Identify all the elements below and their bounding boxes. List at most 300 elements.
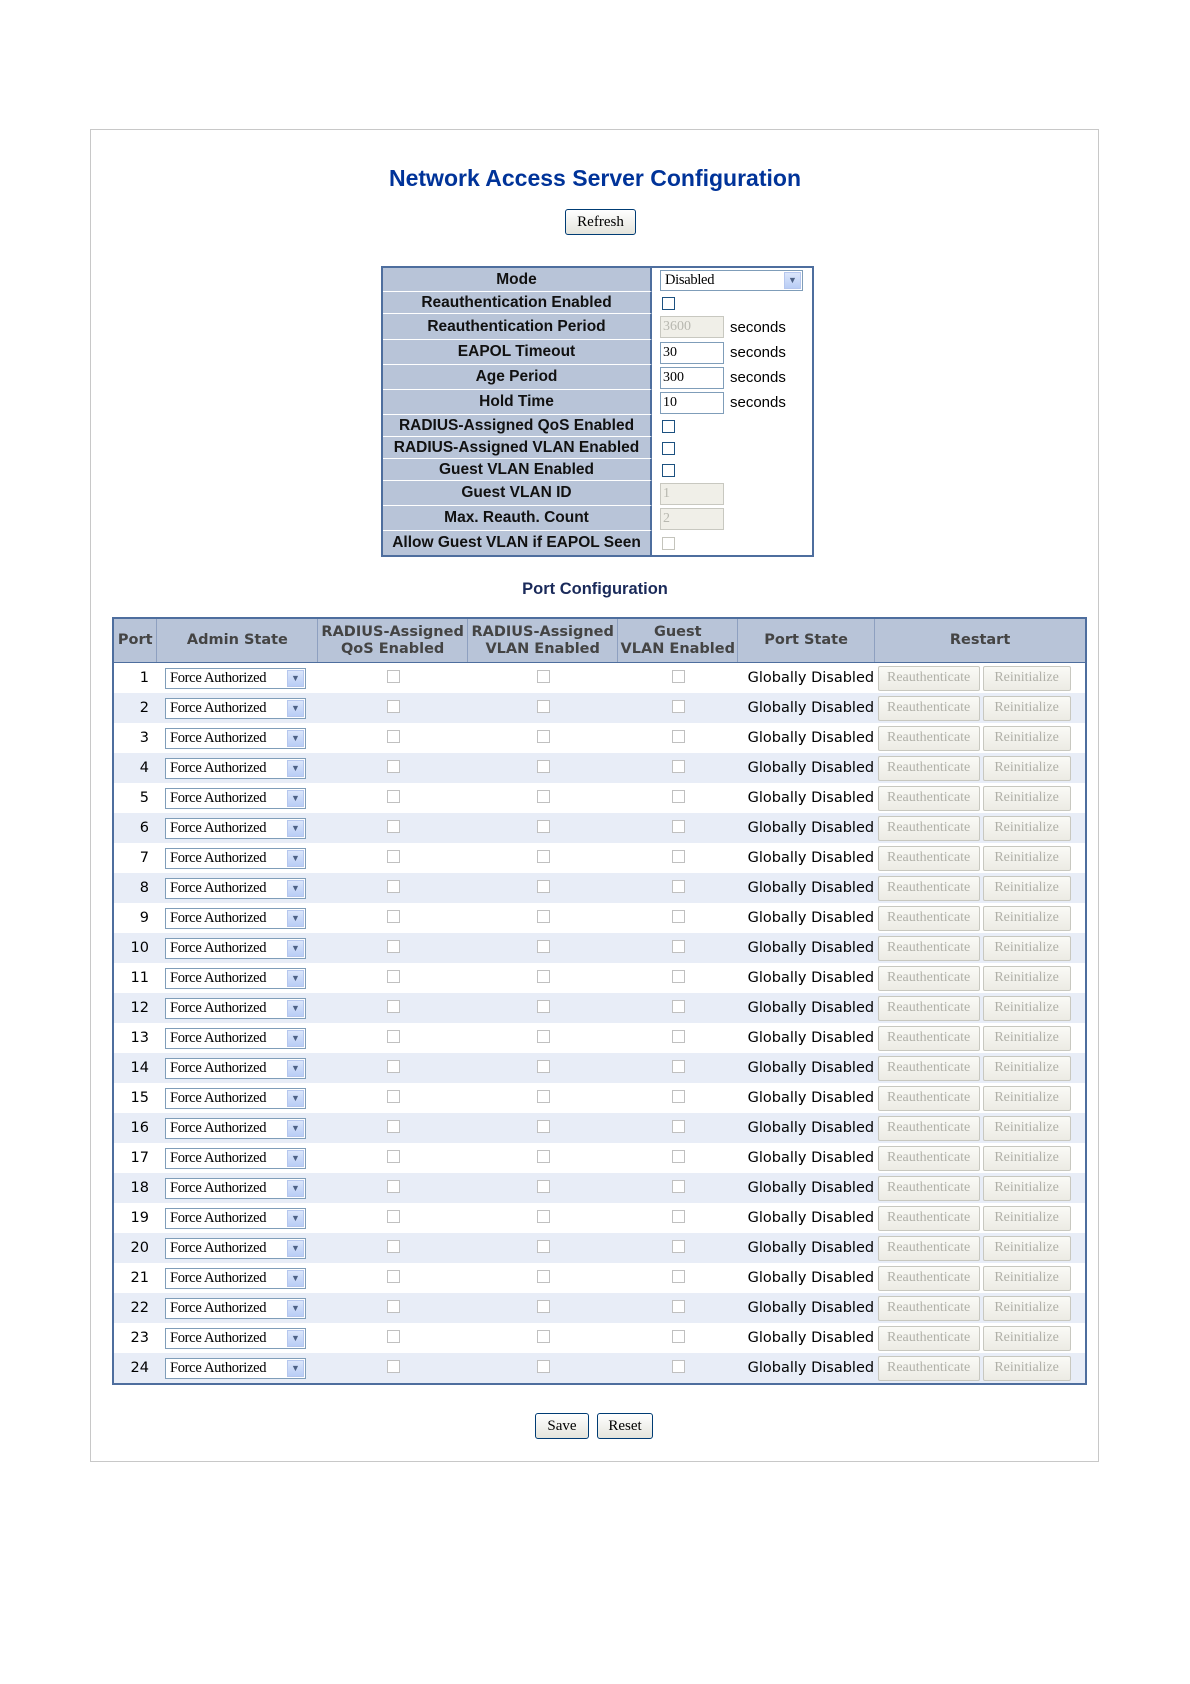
admin-state-select[interactable] (165, 908, 306, 929)
guest-vlan-checkbox[interactable] (672, 1150, 685, 1163)
admin-state-value: Force Authorized (169, 1359, 267, 1376)
reauth-enabled-checkbox[interactable] (662, 297, 675, 310)
restart-cell (875, 873, 1086, 903)
refresh-button[interactable]: Refresh (565, 209, 636, 235)
radius-qos-cell (318, 933, 468, 963)
port-state: Globally Disabled (738, 1053, 875, 1083)
chevron-down-icon: ▼ (287, 760, 304, 777)
radius-vlan-checkbox[interactable] (537, 1270, 550, 1283)
radius-vlan-cell (467, 993, 618, 1023)
reauthenticate-button[interactable]: Reauthenticate (878, 1266, 980, 1291)
guest-vlan-checkbox[interactable] (672, 1030, 685, 1043)
radius-vlan-cell (467, 1083, 618, 1113)
header-radius-vlan (467, 618, 618, 663)
reinitialize-button[interactable]: Reinitialize (983, 1026, 1071, 1051)
radius-qos-checkbox[interactable] (387, 1090, 400, 1103)
reauthenticate-button[interactable]: Reauthenticate (878, 786, 980, 811)
radius-qos-cell (318, 1263, 468, 1293)
header-guest-vlan (618, 618, 738, 663)
table-row (113, 1083, 1086, 1113)
config-row-mode (383, 268, 812, 292)
radius-qos-checkbox[interactable] (387, 1360, 400, 1373)
table-row (113, 1173, 1086, 1203)
port-number: 20 (113, 1233, 157, 1263)
radius-qos-checkbox[interactable] (387, 730, 400, 743)
guest-vlan-checkbox[interactable] (672, 760, 685, 773)
table-row (113, 843, 1086, 873)
restart-cell (875, 1293, 1086, 1323)
hold-time-input[interactable] (660, 392, 724, 414)
guest-vlan-checkbox[interactable] (672, 1000, 685, 1013)
config-row-eapol-timeout (383, 340, 812, 365)
radius-qos-checkbox[interactable] (662, 420, 675, 433)
port-state: Globally Disabled (738, 1353, 875, 1384)
hold-time-unit: seconds (730, 394, 786, 411)
guest-vlan-checkbox[interactable] (672, 910, 685, 923)
guest-vlan-checkbox[interactable] (672, 1300, 685, 1313)
reauthenticate-button[interactable]: Reauthenticate (878, 1146, 980, 1171)
reinitialize-button[interactable]: Reinitialize (983, 786, 1071, 811)
reinitialize-button[interactable]: Reinitialize (983, 1056, 1071, 1081)
radius-vlan-cell (467, 1023, 618, 1053)
radius-qos-cell (318, 903, 468, 933)
radius-qos-checkbox[interactable] (387, 670, 400, 683)
admin-state-select[interactable] (165, 788, 306, 809)
guest-vlan-checkbox[interactable] (672, 700, 685, 713)
radius-qos-cell (318, 963, 468, 993)
guest-vlan-id-input[interactable] (660, 483, 724, 505)
admin-state-select[interactable] (165, 878, 306, 899)
reinitialize-button[interactable]: Reinitialize (983, 966, 1071, 991)
header-radius-qos (318, 618, 468, 663)
radius-vlan-cell (467, 843, 618, 873)
reauthenticate-button[interactable]: Reauthenticate (878, 756, 980, 781)
admin-state-cell (157, 1353, 318, 1384)
admin-state-select[interactable] (165, 998, 306, 1019)
reauthenticate-button[interactable]: Reauthenticate (878, 1176, 980, 1201)
admin-state-select[interactable] (165, 1328, 306, 1349)
radius-vlan-checkbox[interactable] (537, 700, 550, 713)
eapol-timeout-label: EAPOL Timeout (383, 340, 652, 365)
radius-qos-checkbox[interactable] (387, 1210, 400, 1223)
reauthenticate-button[interactable]: Reauthenticate (878, 906, 980, 931)
chevron-down-icon: ▼ (287, 850, 304, 867)
radius-vlan-cell (467, 933, 618, 963)
reinitialize-button[interactable]: Reinitialize (983, 936, 1071, 961)
page-title: Network Access Server Configuration (389, 165, 801, 191)
port-number: 15 (113, 1083, 157, 1113)
header-radius-qos-line2: QoS Enabled (340, 640, 445, 657)
port-number: 11 (113, 963, 157, 993)
admin-state-cell (157, 1263, 318, 1293)
reauthenticate-button[interactable]: Reauthenticate (878, 696, 980, 721)
radius-vlan-checkbox[interactable] (662, 442, 675, 455)
radius-qos-cell (318, 1053, 468, 1083)
port-state: Globally Disabled (738, 1293, 875, 1323)
guest-vlan-cell (618, 1263, 738, 1293)
chevron-down-icon: ▼ (287, 1300, 304, 1317)
guest-vlan-checkbox[interactable] (672, 970, 685, 983)
radius-qos-checkbox[interactable] (387, 1150, 400, 1163)
admin-state-cell (157, 1143, 318, 1173)
restart-cell (875, 1203, 1086, 1233)
admin-state-cell (157, 1113, 318, 1143)
radius-qos-checkbox[interactable] (387, 1180, 400, 1193)
admin-state-value: Force Authorized (169, 699, 267, 716)
reauthenticate-button[interactable]: Reauthenticate (878, 816, 980, 841)
table-row (113, 1143, 1086, 1173)
radius-qos-checkbox[interactable] (387, 850, 400, 863)
header-guest-vlan-line1: Guest (653, 623, 702, 640)
admin-state-cell (157, 663, 318, 694)
guest-vlan-cell (618, 873, 738, 903)
reauthenticate-button[interactable]: Reauthenticate (878, 1086, 980, 1111)
port-number: 6 (113, 813, 157, 843)
reauthenticate-button[interactable]: Reauthenticate (878, 846, 980, 871)
config-row-hold-time (383, 390, 812, 415)
guest-vlan-enabled-label: Guest VLAN Enabled (383, 459, 652, 481)
reauthenticate-button[interactable]: Reauthenticate (878, 1236, 980, 1261)
chevron-down-icon: ▼ (287, 1090, 304, 1107)
admin-state-select[interactable] (165, 1118, 306, 1139)
restart-cell (875, 663, 1086, 694)
reinitialize-button[interactable]: Reinitialize (983, 876, 1071, 901)
radius-vlan-cell (467, 723, 618, 753)
reinitialize-button[interactable]: Reinitialize (983, 696, 1071, 721)
table-row (113, 723, 1086, 753)
admin-state-select[interactable] (165, 1358, 306, 1379)
radius-qos-cell (318, 1203, 468, 1233)
radius-vlan-checkbox[interactable] (537, 940, 550, 953)
radius-qos-checkbox[interactable] (387, 910, 400, 923)
reauthenticate-button[interactable]: Reauthenticate (878, 1326, 980, 1351)
admin-state-cell (157, 903, 318, 933)
admin-state-cell (157, 1083, 318, 1113)
restart-cell (875, 1113, 1086, 1143)
admin-state-select[interactable] (165, 1268, 306, 1289)
guest-vlan-checkbox[interactable] (672, 850, 685, 863)
reinitialize-button[interactable]: Reinitialize (983, 1296, 1071, 1321)
radius-vlan-checkbox[interactable] (537, 1240, 550, 1253)
restart-cell (875, 1023, 1086, 1053)
chevron-down-icon: ▼ (287, 1000, 304, 1017)
admin-state-select[interactable] (165, 1178, 306, 1199)
admin-state-value: Force Authorized (169, 1029, 267, 1046)
reinitialize-button[interactable]: Reinitialize (983, 1236, 1071, 1261)
guest-vlan-cell (618, 903, 738, 933)
eapol-timeout-input[interactable] (660, 342, 724, 364)
guest-vlan-checkbox[interactable] (672, 1240, 685, 1253)
radius-vlan-checkbox[interactable] (537, 730, 550, 743)
chevron-down-icon: ▼ (287, 970, 304, 987)
reauthenticate-button[interactable]: Reauthenticate (878, 1056, 980, 1081)
admin-state-select[interactable] (165, 668, 306, 689)
radius-vlan-checkbox[interactable] (537, 1180, 550, 1193)
radius-qos-checkbox[interactable] (387, 1120, 400, 1133)
radius-qos-checkbox[interactable] (387, 1330, 400, 1343)
config-row-radius-vlan (383, 437, 812, 459)
radius-qos-cell (318, 1323, 468, 1353)
port-state: Globally Disabled (738, 1113, 875, 1143)
radius-qos-checkbox[interactable] (387, 790, 400, 803)
reinitialize-button[interactable]: Reinitialize (983, 1356, 1071, 1381)
reauth-period-input[interactable] (660, 316, 724, 338)
admin-state-select[interactable] (165, 728, 306, 749)
guest-vlan-cell (618, 963, 738, 993)
guest-vlan-checkbox[interactable] (672, 730, 685, 743)
radius-vlan-checkbox[interactable] (537, 1090, 550, 1103)
reinitialize-button[interactable]: Reinitialize (983, 1206, 1071, 1231)
admin-state-cell (157, 813, 318, 843)
radius-vlan-cell (467, 1143, 618, 1173)
radius-qos-cell (318, 843, 468, 873)
radius-qos-checkbox[interactable] (387, 820, 400, 833)
guest-vlan-checkbox[interactable] (672, 880, 685, 893)
radius-vlan-cell (467, 1203, 618, 1233)
port-state: Globally Disabled (738, 1323, 875, 1353)
port-number: 4 (113, 753, 157, 783)
admin-state-value: Force Authorized (169, 1149, 267, 1166)
guest-vlan-cell (618, 1023, 738, 1053)
admin-state-select[interactable] (165, 848, 306, 869)
save-button[interactable]: Save (535, 1413, 589, 1439)
radius-qos-checkbox[interactable] (387, 1060, 400, 1073)
admin-state-select[interactable] (165, 1088, 306, 1109)
port-state: Globally Disabled (738, 723, 875, 753)
allow-guest-checkbox[interactable] (662, 537, 675, 550)
port-number: 19 (113, 1203, 157, 1233)
admin-state-select[interactable] (165, 1028, 306, 1049)
admin-state-select[interactable] (165, 1208, 306, 1229)
max-reauth-input[interactable] (660, 508, 724, 530)
radius-vlan-checkbox[interactable] (537, 1030, 550, 1043)
radius-vlan-checkbox[interactable] (537, 1330, 550, 1343)
radius-vlan-cell (467, 693, 618, 723)
header-guest-vlan-line2: VLAN Enabled (620, 640, 735, 657)
admin-state-select[interactable] (165, 968, 306, 989)
radius-qos-cell (318, 783, 468, 813)
reauthenticate-button[interactable]: Reauthenticate (878, 996, 980, 1021)
radius-vlan-checkbox[interactable] (537, 970, 550, 983)
radius-vlan-checkbox[interactable] (537, 790, 550, 803)
reinitialize-button[interactable]: Reinitialize (983, 666, 1071, 691)
reinitialize-button[interactable]: Reinitialize (983, 1086, 1071, 1111)
admin-state-select[interactable] (165, 1058, 306, 1079)
guest-vlan-checkbox[interactable] (672, 1090, 685, 1103)
radius-vlan-checkbox[interactable] (537, 1300, 550, 1313)
admin-state-cell (157, 1293, 318, 1323)
radius-vlan-checkbox[interactable] (537, 1360, 550, 1373)
admin-state-select[interactable] (165, 1298, 306, 1319)
radius-vlan-cell (467, 813, 618, 843)
reauthenticate-button[interactable]: Reauthenticate (878, 1206, 980, 1231)
guest-vlan-cell (618, 783, 738, 813)
admin-state-value: Force Authorized (169, 999, 267, 1016)
admin-state-cell (157, 693, 318, 723)
radius-qos-checkbox[interactable] (387, 760, 400, 773)
config-row-guest-vlan-enabled (383, 459, 812, 481)
admin-state-select[interactable] (165, 758, 306, 779)
table-row (113, 813, 1086, 843)
radius-vlan-checkbox[interactable] (537, 1060, 550, 1073)
age-period-input[interactable] (660, 367, 724, 389)
reauthenticate-button[interactable]: Reauthenticate (878, 1026, 980, 1051)
admin-state-select[interactable] (165, 1238, 306, 1259)
admin-state-value: Force Authorized (169, 1119, 267, 1136)
reinitialize-button[interactable]: Reinitialize (983, 1326, 1071, 1351)
radius-vlan-checkbox[interactable] (537, 1000, 550, 1013)
chevron-down-icon: ▼ (287, 910, 304, 927)
guest-vlan-cell (618, 1143, 738, 1173)
config-row-reauth-enabled (383, 292, 812, 314)
radius-vlan-checkbox[interactable] (537, 760, 550, 773)
radius-qos-checkbox[interactable] (387, 1030, 400, 1043)
guest-vlan-checkbox[interactable] (672, 670, 685, 683)
reinitialize-button[interactable]: Reinitialize (983, 846, 1071, 871)
admin-state-value: Force Authorized (169, 729, 267, 746)
guest-vlan-checkbox[interactable] (672, 1210, 685, 1223)
restart-cell (875, 1323, 1086, 1353)
radius-vlan-checkbox[interactable] (537, 820, 550, 833)
guest-vlan-checkbox[interactable] (672, 1270, 685, 1283)
radius-qos-cell (318, 873, 468, 903)
chevron-down-icon: ▼ (287, 1330, 304, 1347)
radius-qos-checkbox[interactable] (387, 700, 400, 713)
header-admin-state: Admin State (157, 618, 318, 663)
table-row (113, 1023, 1086, 1053)
port-state: Globally Disabled (738, 963, 875, 993)
radius-vlan-cell (467, 963, 618, 993)
chevron-down-icon: ▼ (287, 1180, 304, 1197)
guest-vlan-checkbox[interactable] (672, 1060, 685, 1073)
table-row (113, 1203, 1086, 1233)
reinitialize-button[interactable]: Reinitialize (983, 1266, 1071, 1291)
guest-vlan-cell (618, 993, 738, 1023)
reinitialize-button[interactable]: Reinitialize (983, 1176, 1071, 1201)
chevron-down-icon: ▼ (287, 1060, 304, 1077)
radius-vlan-checkbox[interactable] (537, 1210, 550, 1223)
table-row (113, 1113, 1086, 1143)
guest-vlan-checkbox[interactable] (672, 940, 685, 953)
admin-state-cell (157, 873, 318, 903)
guest-vlan-checkbox[interactable] (672, 790, 685, 803)
admin-state-cell (157, 1203, 318, 1233)
admin-state-value: Force Authorized (169, 1209, 267, 1226)
admin-state-cell (157, 1023, 318, 1053)
radius-qos-checkbox[interactable] (387, 880, 400, 893)
radius-qos-checkbox[interactable] (387, 1240, 400, 1253)
header-restart: Restart (875, 618, 1086, 663)
guest-vlan-cell (618, 1233, 738, 1263)
admin-state-cell (157, 753, 318, 783)
admin-state-cell (157, 723, 318, 753)
restart-cell (875, 753, 1086, 783)
admin-state-cell (157, 1323, 318, 1353)
chevron-down-icon: ▼ (287, 700, 304, 717)
reinitialize-button[interactable]: Reinitialize (983, 1116, 1071, 1141)
radius-qos-checkbox[interactable] (387, 1300, 400, 1313)
reinitialize-button[interactable]: Reinitialize (983, 726, 1071, 751)
admin-state-value: Force Authorized (169, 1329, 267, 1346)
reinitialize-button[interactable]: Reinitialize (983, 756, 1071, 781)
restart-cell (875, 963, 1086, 993)
radius-vlan-checkbox[interactable] (537, 1150, 550, 1163)
reauthenticate-button[interactable]: Reauthenticate (878, 1116, 980, 1141)
reinitialize-button[interactable]: Reinitialize (983, 816, 1071, 841)
guest-vlan-cell (618, 723, 738, 753)
admin-state-value: Force Authorized (169, 819, 267, 836)
config-row-allow-guest (383, 531, 812, 555)
admin-state-value: Force Authorized (169, 969, 267, 986)
reinitialize-button[interactable]: Reinitialize (983, 906, 1071, 931)
radius-vlan-checkbox[interactable] (537, 850, 550, 863)
reauth-enabled-label: Reauthentication Enabled (383, 292, 652, 314)
table-row (113, 783, 1086, 813)
admin-state-value: Force Authorized (169, 909, 267, 926)
config-row-max-reauth (383, 506, 812, 531)
guest-vlan-checkbox[interactable] (672, 1180, 685, 1193)
admin-state-value: Force Authorized (169, 879, 267, 896)
reauthenticate-button[interactable]: Reauthenticate (878, 936, 980, 961)
radius-qos-checkbox[interactable] (387, 1270, 400, 1283)
radius-vlan-checkbox[interactable] (537, 880, 550, 893)
guest-vlan-checkbox[interactable] (672, 1120, 685, 1133)
guest-vlan-checkbox[interactable] (672, 1330, 685, 1343)
admin-state-select[interactable] (165, 818, 306, 839)
admin-state-select[interactable] (165, 1148, 306, 1169)
reauthenticate-button[interactable]: Reauthenticate (878, 966, 980, 991)
radius-vlan-checkbox[interactable] (537, 670, 550, 683)
table-row (113, 1353, 1086, 1384)
restart-cell (875, 1143, 1086, 1173)
guest-vlan-checkbox[interactable] (672, 1360, 685, 1373)
reauthenticate-button[interactable]: Reauthenticate (878, 1296, 980, 1321)
guest-vlan-checkbox[interactable] (672, 820, 685, 833)
table-row (113, 693, 1086, 723)
port-state: Globally Disabled (738, 663, 875, 694)
chevron-down-icon: ▼ (287, 1120, 304, 1137)
reauthenticate-button[interactable]: Reauthenticate (878, 726, 980, 751)
radius-vlan-cell (467, 1173, 618, 1203)
radius-vlan-checkbox[interactable] (537, 1120, 550, 1133)
radius-qos-checkbox[interactable] (387, 940, 400, 953)
radius-vlan-checkbox[interactable] (537, 910, 550, 923)
guest-vlan-enabled-checkbox[interactable] (662, 464, 675, 477)
port-state: Globally Disabled (738, 933, 875, 963)
radius-vlan-cell (467, 753, 618, 783)
radius-qos-checkbox[interactable] (387, 1000, 400, 1013)
table-row (113, 1233, 1086, 1263)
mode-select[interactable] (660, 270, 803, 291)
restart-cell (875, 933, 1086, 963)
reauthenticate-button[interactable]: Reauthenticate (878, 666, 980, 691)
guest-vlan-cell (618, 843, 738, 873)
admin-state-value: Force Authorized (169, 1299, 267, 1316)
reauthenticate-button[interactable]: Reauthenticate (878, 876, 980, 901)
reinitialize-button[interactable]: Reinitialize (983, 1146, 1071, 1171)
reinitialize-button[interactable]: Reinitialize (983, 996, 1071, 1021)
header-port: Port (113, 618, 157, 663)
radius-qos-checkbox[interactable] (387, 970, 400, 983)
chevron-down-icon: ▼ (287, 880, 304, 897)
reset-button[interactable]: Reset (597, 1413, 653, 1439)
admin-state-select[interactable] (165, 938, 306, 959)
reauthenticate-button[interactable]: Reauthenticate (878, 1356, 980, 1381)
config-row-reauth-period (383, 314, 812, 340)
chevron-down-icon: ▼ (784, 272, 801, 289)
admin-state-value: Force Authorized (169, 669, 267, 686)
admin-state-select[interactable] (165, 698, 306, 719)
